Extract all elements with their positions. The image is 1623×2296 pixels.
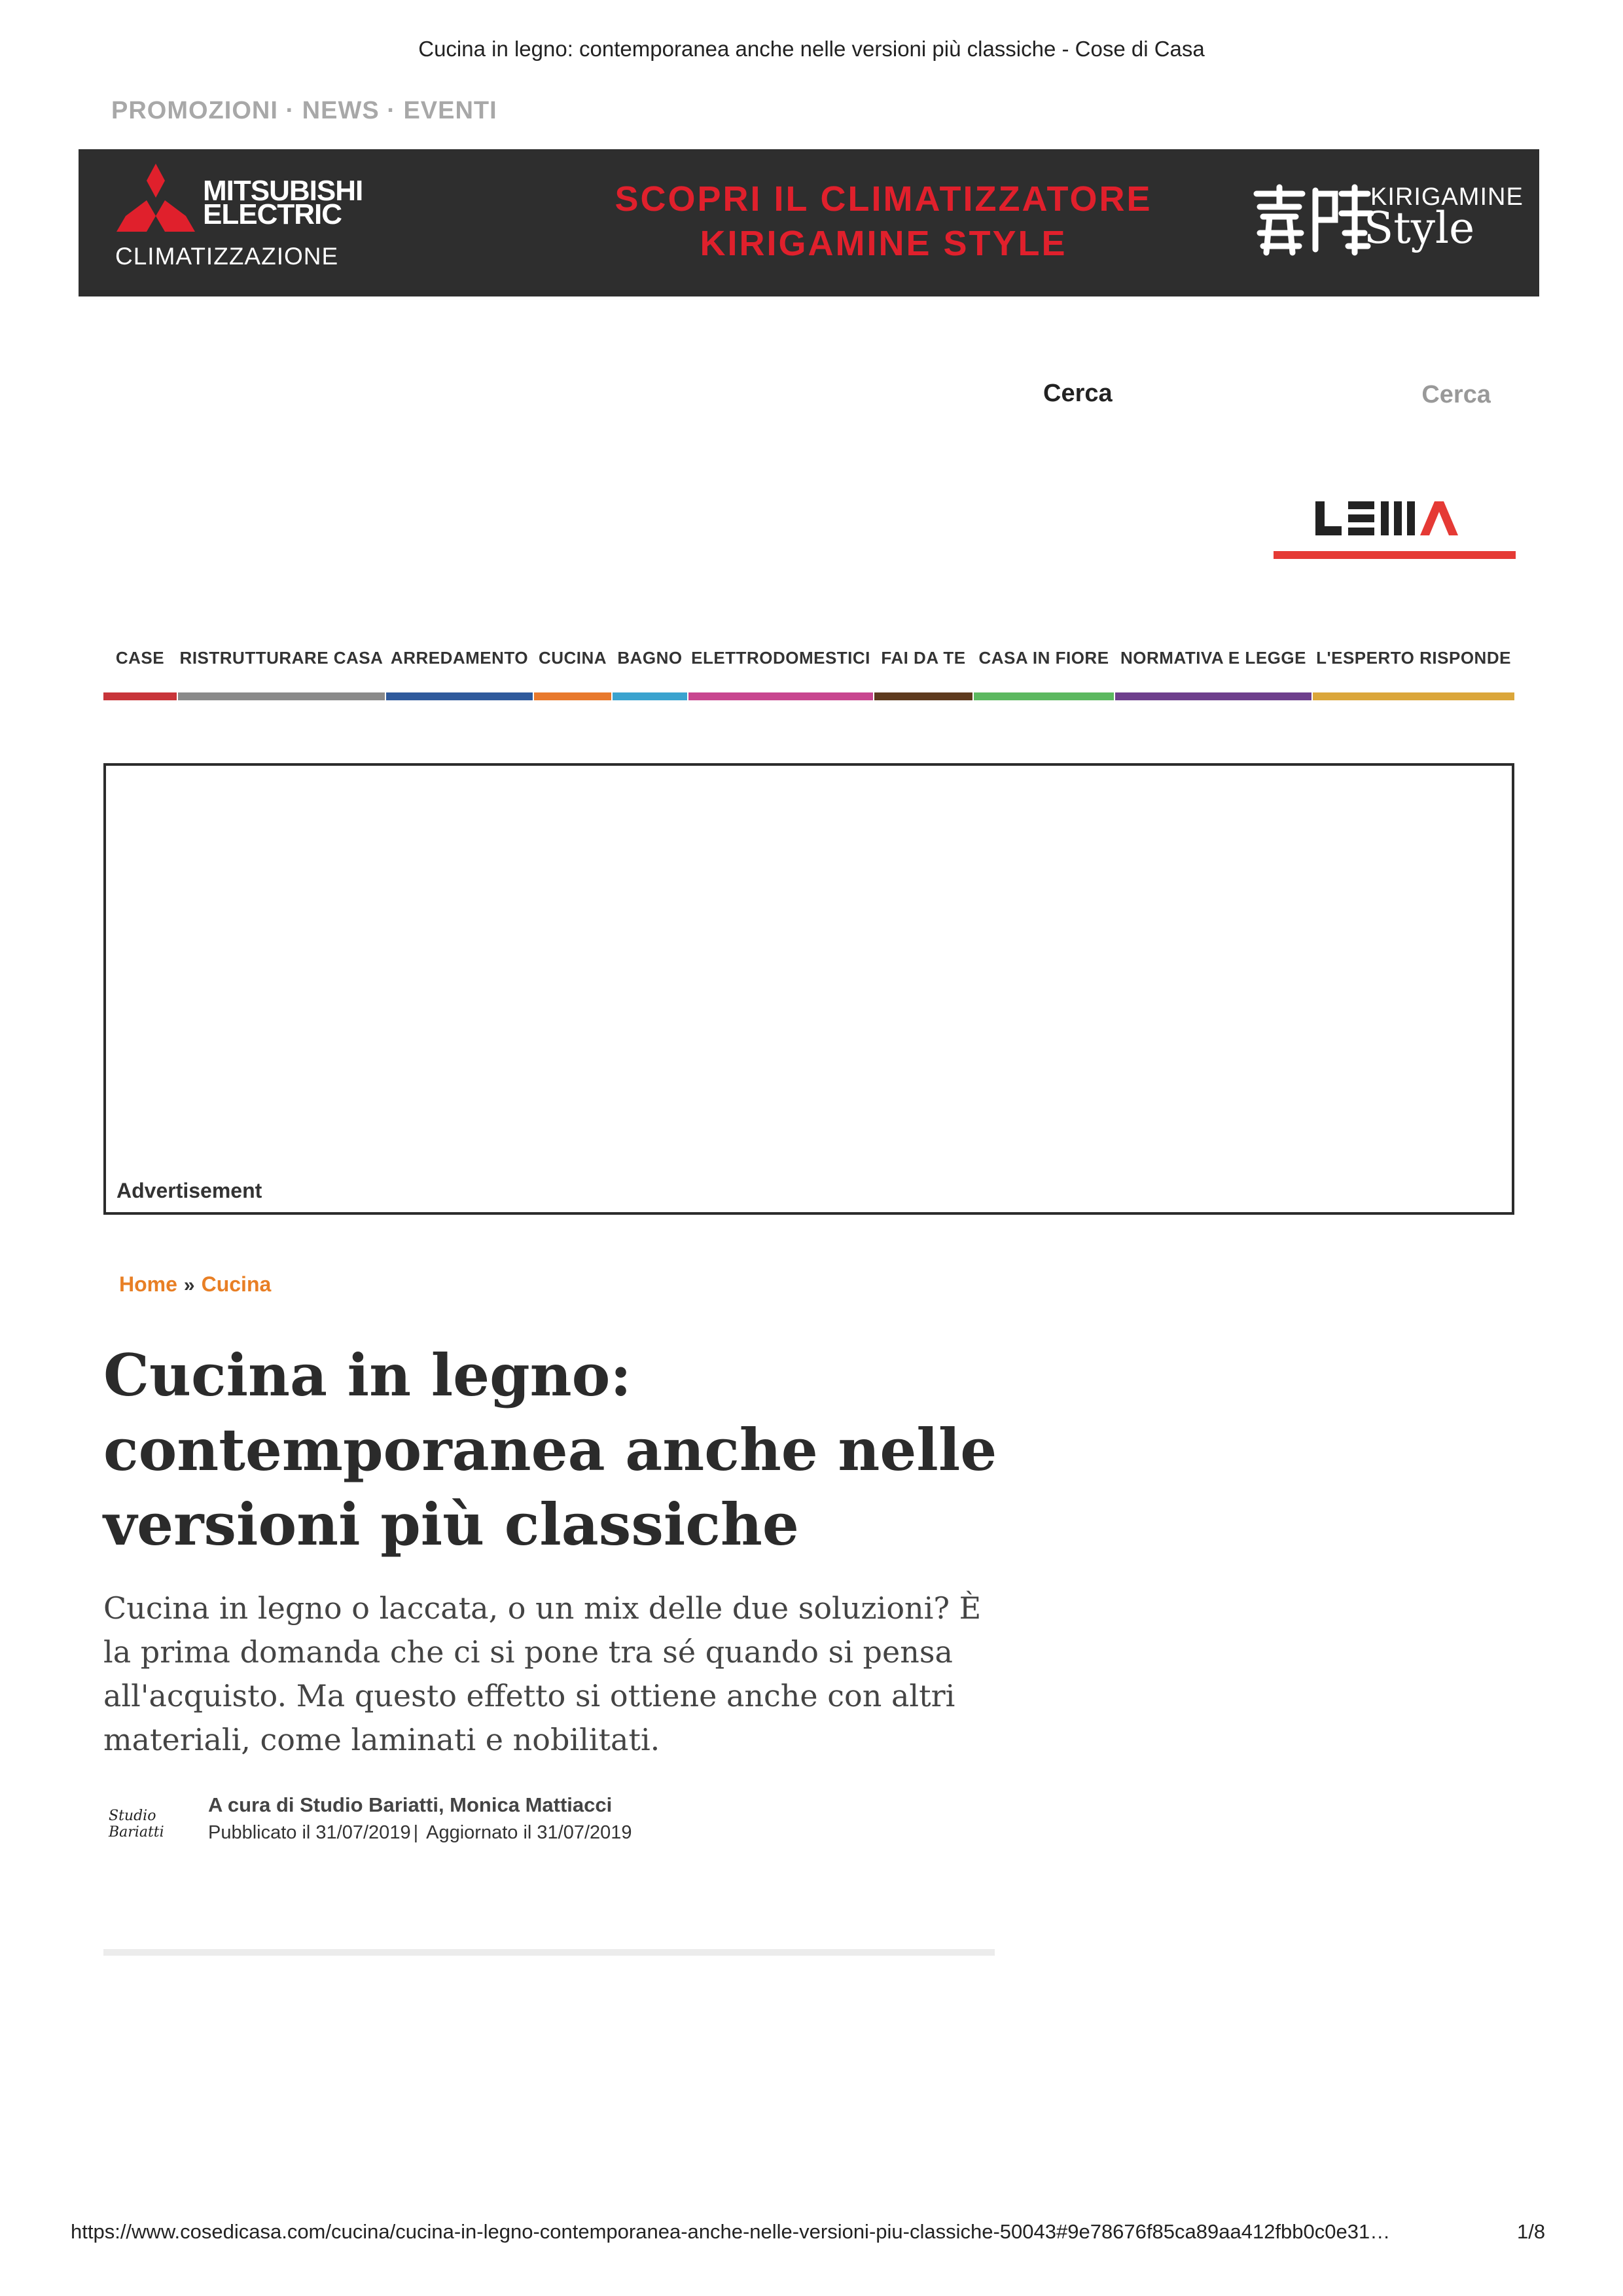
kirigamine-kanji-logo-icon xyxy=(1250,181,1374,259)
advertisement-box[interactable] xyxy=(103,763,1514,1215)
nav-item-esperto-risponde[interactable] xyxy=(1313,640,1514,700)
breadcrumb-separator: » xyxy=(183,1274,195,1296)
advertisement-label: Advertisement xyxy=(116,1179,262,1202)
nav-item-ristrutturare-casa[interactable] xyxy=(178,640,385,700)
nav-item-normativa-e-legge[interactable] xyxy=(1115,640,1311,700)
print-page-number: 1/8 xyxy=(1517,2220,1546,2243)
nav-color-bar xyxy=(103,692,177,700)
kirigamine-name: KIRIGAMINE xyxy=(1370,183,1524,211)
nav-item-cucina[interactable] xyxy=(534,640,611,700)
search-label: Cerca xyxy=(1043,380,1113,407)
nav-item-fai-da-te[interactable] xyxy=(874,640,972,700)
main-nav xyxy=(103,640,1514,700)
nav-label: CUCINA xyxy=(538,648,607,668)
top-link-promozioni[interactable]: PROMOZIONI xyxy=(111,97,278,124)
top-link-separator: · xyxy=(277,97,302,124)
banner-cta[interactable] xyxy=(497,177,1270,266)
article-author: A cura di Studio Bariatti, Monica Mattiacci xyxy=(208,1793,613,1816)
nav-color-bar xyxy=(874,692,972,700)
nav-item-casa-in-fiore[interactable] xyxy=(974,640,1114,700)
nav-label: CASE xyxy=(115,648,165,668)
print-header-title: Cucina in legno: contemporanea anche nelle versioni più classiche - Cose di Casa xyxy=(418,37,1205,61)
nav-item-case[interactable] xyxy=(103,640,177,700)
top-link-news[interactable]: NEWS xyxy=(302,97,380,124)
mitsubishi-diamonds-icon xyxy=(116,164,195,236)
breadcrumb-home[interactable]: Home xyxy=(119,1272,177,1296)
top-links xyxy=(111,97,497,125)
nav-label: ARREDAMENTO xyxy=(390,648,529,668)
breadcrumb-current[interactable]: Cucina xyxy=(201,1272,272,1296)
ad-banner-mitsubishi[interactable] xyxy=(79,149,1539,296)
nav-color-bar xyxy=(1115,692,1311,700)
brand-line-2: ELECTRIC xyxy=(203,198,342,230)
section-divider xyxy=(103,1949,995,1956)
nav-color-bar xyxy=(534,692,611,700)
lema-underline xyxy=(1274,551,1516,559)
nav-label: L'ESPERTO RISPONDE xyxy=(1316,648,1511,668)
date-separator: | xyxy=(413,1822,419,1843)
banner-cta-line-2: KIRIGAMINE STYLE xyxy=(700,224,1067,263)
nav-label: NORMATIVA E LEGGE xyxy=(1120,648,1306,668)
article-title: Cucina in legno: contemporanea anche nelle versioni più classiche xyxy=(103,1341,997,1558)
breadcrumb xyxy=(119,1272,271,1297)
nav-item-elettrodomestici[interactable] xyxy=(688,640,873,700)
search-input[interactable] xyxy=(1230,367,1505,423)
banner-cta-line-1: SCOPRI IL CLIMATIZZATORE xyxy=(615,179,1152,219)
nav-color-bar xyxy=(688,692,873,700)
print-footer-url: https://www.cosedicasa.com/cucina/cucina-in-legno-contemporanea-anche-nelle-versioni-piu-classiche-50043#9e78676f85ca89aa412fbb0c0e31… xyxy=(71,2220,1391,2243)
nav-color-bar xyxy=(613,692,687,700)
nav-color-bar xyxy=(178,692,385,700)
brand-line-1: MITSUBISHI xyxy=(203,175,363,207)
article-lead: Cucina in legno o laccata, o un mix delle due soluzioni? È la prima domanda che ci si pone tra sé quando si pensa all'acquisto. Ma questo effetto si ottiene anche con altri materiali, come laminati e nobilitati. xyxy=(103,1590,982,1757)
author-logo: Studio Bariatti xyxy=(109,1808,164,1840)
top-link-eventi[interactable]: EVENTI xyxy=(403,97,497,124)
updated-date: Aggiornato il 31/07/2019 xyxy=(426,1822,632,1843)
nav-color-bar xyxy=(386,692,533,700)
mitsubishi-brand xyxy=(203,175,363,230)
nav-color-bar xyxy=(974,692,1114,700)
nav-label: RISTRUTTURARE CASA xyxy=(179,648,383,668)
top-link-separator: · xyxy=(379,97,404,124)
article-dates xyxy=(208,1822,632,1844)
published-date: Pubblicato il 31/07/2019 xyxy=(208,1822,411,1843)
nav-item-bagno[interactable] xyxy=(613,640,687,700)
lema-logo-icon[interactable] xyxy=(1315,497,1472,539)
nav-label: FAI DA TE xyxy=(881,648,966,668)
nav-label: BAGNO xyxy=(617,648,683,668)
nav-label: ELETTRODOMESTICI xyxy=(691,648,870,668)
kirigamine-style: Style xyxy=(1364,203,1475,253)
nav-item-arredamento[interactable] xyxy=(386,640,533,700)
nav-label: CASA IN FIORE xyxy=(978,648,1109,668)
brand-subtitle: CLIMATIZZAZIONE xyxy=(115,243,339,270)
nav-color-bar xyxy=(1313,692,1514,700)
